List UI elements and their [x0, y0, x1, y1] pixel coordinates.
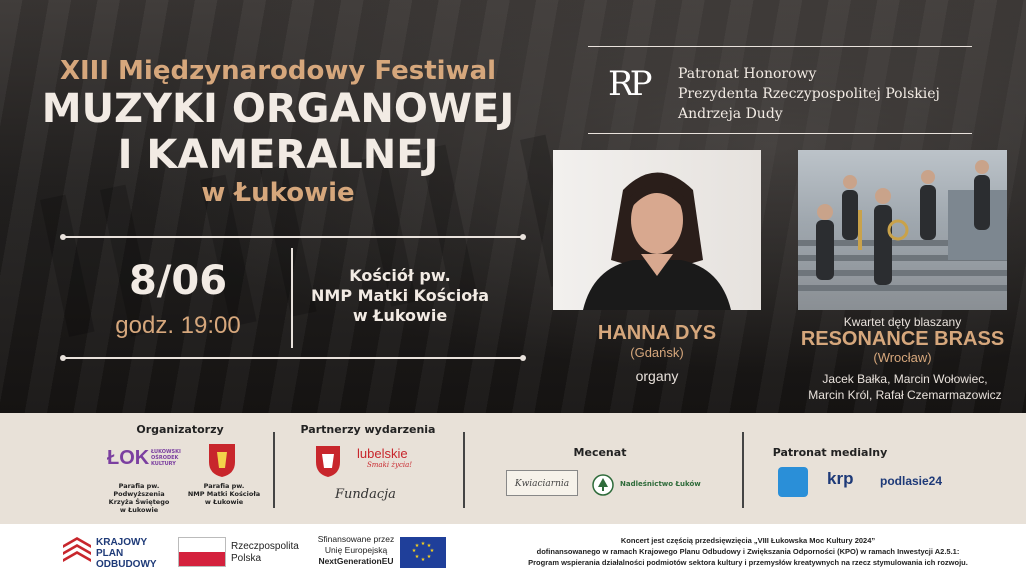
svg-text:★: ★: [414, 543, 420, 549]
eu-line1: Sfinansowane przez: [317, 534, 395, 544]
eu-line2: Unię Europejską: [324, 545, 388, 555]
org1-line3: Krzyża Świętego: [108, 498, 170, 506]
mecenat-title: Mecenat: [573, 446, 627, 459]
artist1-instrument: organy: [635, 368, 679, 384]
patronage-rule-top: [588, 46, 972, 47]
coat-of-arms-icon: [207, 442, 237, 478]
resonance-brass-photo: [798, 150, 1007, 310]
svg-text:★: ★: [420, 557, 426, 563]
kwiaciarnia-logo: [506, 470, 578, 496]
disclaimer-line2: dofinansowanego w ramach Krajowego Planu Odbudowy i Zwiększania Odporności (KPO) w ramach Inwestycji A2.5.1:: [536, 547, 960, 556]
lok-sub1: ŁUKOWSKI: [151, 449, 181, 455]
org1-line1: Parafia pw.: [118, 482, 160, 490]
kpo-logo-icon: [63, 537, 91, 567]
hanna-dys-photo: [553, 150, 761, 310]
kpo-text: [96, 537, 157, 570]
event-time: godz. 19:00: [115, 312, 241, 339]
festival-title-line2: MUZYKI ORGANOWEJ: [41, 86, 515, 132]
svg-text:★: ★: [414, 554, 420, 560]
members-line2: Marcin Król, Rafał Czemarmazowicz: [808, 388, 1002, 402]
honorary-patronage: [678, 64, 940, 124]
lok-logo-sub: [151, 449, 181, 467]
media-patronage-title: Patronat medialny: [772, 446, 888, 459]
kpo-line1: KRAJOWY: [96, 537, 148, 548]
lok-sub3: KULTURY: [151, 461, 176, 467]
eu-funding-text: [316, 534, 396, 567]
artist2-name: RESONANCE BRASS: [800, 328, 1005, 350]
artist1-city: (Gdańsk): [630, 345, 684, 360]
divider-top: [62, 236, 524, 238]
radio-logo-icon: [778, 467, 808, 497]
eu-flag-icon: [400, 537, 446, 568]
kpo-line3: ODBUDOWY: [96, 559, 157, 570]
organizer2-text: [186, 482, 262, 506]
patronage-line2: Prezydenta Rzeczypospolitej Polskiej: [678, 86, 940, 102]
rp-text: [231, 541, 299, 565]
rp-line2: Polska: [231, 553, 262, 564]
org1-line4: w Łukowie: [119, 506, 159, 514]
podlasie24-logo: podlasie24: [880, 474, 943, 488]
org2-line2: NMP Matki Kościoła: [187, 490, 261, 498]
fundacja-logo: Fundacja: [335, 487, 396, 502]
poland-flag-icon: [178, 537, 226, 567]
svg-text:★: ★: [426, 543, 432, 549]
artist2-subtitle: Kwartet dęty blaszany: [843, 315, 962, 329]
patronage-line1: Patronat Honorowy: [678, 66, 817, 82]
funding-disclaimer: [498, 535, 998, 568]
krp-logo: krp: [827, 469, 854, 488]
organizers-title: Organizatorzy: [136, 423, 224, 436]
organizer1-text: [108, 482, 170, 514]
rp-logo: RP: [608, 64, 649, 104]
lok-logo: [107, 447, 181, 470]
nadlesnictwo-text: Nadleśnictwo Łuków: [620, 480, 701, 488]
lok-sub2: OŚRODEK: [151, 455, 179, 461]
svg-text:★: ★: [411, 548, 417, 554]
band-separator-2: [463, 432, 465, 508]
patronage-line3: Andrzeja Dudy: [678, 106, 783, 122]
coat-of-arms-lukow-icon: [314, 444, 342, 478]
band-separator-1: [273, 432, 275, 508]
venue-line2: NMP Matki Kościoła: [311, 286, 489, 305]
lubelskie-logo: [357, 446, 412, 469]
festival-title-line1: XIII Międzynarodowy Festiwal: [59, 56, 497, 86]
lok-logo-text: ŁOK: [107, 447, 150, 469]
org2-line3: w Łukowie: [204, 498, 244, 506]
venue-line3: w Łukowie: [352, 306, 448, 325]
partners-title: Partnerzy wydarzenia: [300, 423, 436, 436]
festival-title-line4: w Łukowie: [201, 178, 355, 208]
event-date: 8/06: [128, 258, 228, 304]
svg-text:★: ★: [429, 548, 435, 554]
members-line1: Jacek Bałka, Marcin Wołowiec,: [822, 372, 988, 386]
band-separator-3: [742, 432, 744, 508]
kpo-line2: PLAN: [96, 548, 124, 559]
disclaimer-line1: Koncert jest częścią przedsięwzięcia „VIII Łukowska Moc Kultury 2024”: [620, 536, 876, 545]
date-venue-separator: [291, 248, 293, 348]
svg-text:★: ★: [420, 541, 426, 547]
artist2-members: [800, 371, 1010, 403]
artist2-city: (Wrocław): [873, 350, 932, 365]
divider-bottom: [62, 357, 524, 359]
kwiaciarnia-text: Kwiaciarnia: [514, 479, 570, 489]
festival-title-line3: I KAMERALNEJ: [117, 132, 439, 178]
patronage-rule-bottom: [588, 133, 972, 134]
artist1-name: HANNA DYS: [597, 322, 717, 344]
lubelskie-tagline: Smaki życia!: [367, 461, 413, 469]
svg-text:★: ★: [426, 554, 432, 560]
rp-line1: Rzeczpospolita: [231, 541, 299, 552]
disclaimer-line3: Program wspierania działalności podmiotów sektora kultury i przemysłów kreatywnych na rzecz stymulowania ich rozwoju.: [528, 558, 968, 567]
lubelskie-text: lubelskie: [357, 446, 408, 461]
event-venue: [302, 266, 498, 326]
org2-line1: Parafia pw.: [203, 482, 245, 490]
tree-icon: [592, 474, 614, 496]
venue-line1: Kościół pw.: [349, 266, 451, 285]
eu-line3: NextGenerationEU: [318, 556, 394, 566]
org1-line2: Podwyższenia: [113, 490, 165, 498]
